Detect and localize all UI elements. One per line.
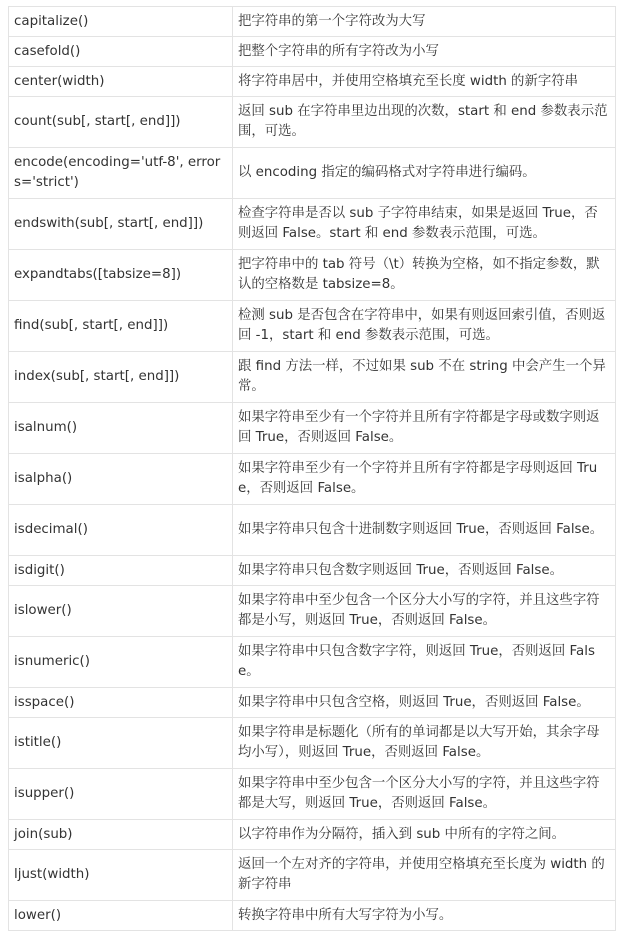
method-name-cell: capitalize()	[9, 7, 233, 37]
table-row	[9, 250, 616, 301]
method-name-cell: expandtabs([tabsize=8])	[9, 250, 233, 301]
method-description-cell: 以字符串作为分隔符，插入到 sub 中所有的字符之间。	[233, 820, 616, 850]
table-row	[9, 37, 616, 67]
method-name-cell: casefold()	[9, 37, 233, 67]
table-row	[9, 97, 616, 148]
table-row	[9, 403, 616, 454]
method-name-cell: isspace()	[9, 688, 233, 718]
method-description-cell: 检测 sub 是否包含在字符串中，如果有则返回索引值，否则返回 -1，start 和 end 参数表示范围，可选。	[233, 301, 616, 352]
method-description-cell: 检查字符串是否以 sub 子字符串结束，如果是返回 True，否则返回 False。start 和 end 参数表示范围，可选。	[233, 199, 616, 250]
method-name-cell: isnumeric()	[9, 637, 233, 688]
table-row	[9, 850, 616, 901]
method-description-cell: 返回一个左对齐的字符串，并使用空格填充至长度为 width 的新字符串	[233, 850, 616, 901]
table-row	[9, 352, 616, 403]
method-name-cell: lower()	[9, 901, 233, 931]
method-description-cell: 返回 sub 在字符串里边出现的次数，start 和 end 参数表示范围，可选。	[233, 97, 616, 148]
method-description-cell: 把整个字符串的所有字符改为小写	[233, 37, 616, 67]
method-name-cell: find(sub[, start[, end]])	[9, 301, 233, 352]
method-description-cell: 如果字符串中只包含空格，则返回 True，否则返回 False。	[233, 688, 616, 718]
method-name-cell: encode(encoding='utf-8', errors='strict')	[9, 148, 233, 199]
table-row	[9, 637, 616, 688]
table-row	[9, 301, 616, 352]
table-row	[9, 586, 616, 637]
method-description-cell: 如果字符串中至少包含一个区分大小写的字符，并且这些字符都是小写，则返回 True，否则返回 False。	[233, 586, 616, 637]
method-name-cell: center(width)	[9, 67, 233, 97]
table-row	[9, 454, 616, 505]
method-description-cell: 转换字符串中所有大写字符为小写。	[233, 901, 616, 931]
method-description-cell: 把字符串中的 tab 符号（\t）转换为空格，如不指定参数，默认的空格数是 tabsize=8。	[233, 250, 616, 301]
method-name-cell: index(sub[, start[, end]])	[9, 352, 233, 403]
method-name-cell: isalpha()	[9, 454, 233, 505]
method-name-cell: ljust(width)	[9, 850, 233, 901]
table-row	[9, 901, 616, 931]
table-row	[9, 556, 616, 586]
table-row	[9, 67, 616, 97]
method-name-cell: count(sub[, start[, end]])	[9, 97, 233, 148]
method-description-cell: 如果字符串是标题化（所有的单词都是以大写开始，其余字母均小写），则返回 True，否则返回 False。	[233, 718, 616, 769]
method-description-cell: 如果字符串只包含数字则返回 True，否则返回 False。	[233, 556, 616, 586]
method-description-cell: 如果字符串只包含十进制数字则返回 True，否则返回 False。	[233, 505, 616, 556]
method-description-cell: 以 encoding 指定的编码格式对字符串进行编码。	[233, 148, 616, 199]
method-name-cell: join(sub)	[9, 820, 233, 850]
method-description-cell: 如果字符串至少有一个字符并且所有字符都是字母则返回 True，否则返回 False。	[233, 454, 616, 505]
table-row	[9, 199, 616, 250]
table-row	[9, 7, 616, 37]
method-name-cell: islower()	[9, 586, 233, 637]
method-name-cell: isalnum()	[9, 403, 233, 454]
method-description-cell: 如果字符串中只包含数字字符，则返回 True，否则返回 False。	[233, 637, 616, 688]
method-description-cell: 如果字符串至少有一个字符并且所有字符都是字母或数字则返回 True，否则返回 False。	[233, 403, 616, 454]
method-name-cell: isdecimal()	[9, 505, 233, 556]
table-row	[9, 820, 616, 850]
method-description-cell: 将字符串居中，并使用空格填充至长度 width 的新字符串	[233, 67, 616, 97]
table-row	[9, 505, 616, 556]
table-row	[9, 718, 616, 769]
table-row	[9, 769, 616, 820]
method-name-cell: istitle()	[9, 718, 233, 769]
table-row	[9, 688, 616, 718]
method-description-cell: 跟 find 方法一样，不过如果 sub 不在 string 中会产生一个异常。	[233, 352, 616, 403]
method-name-cell: isupper()	[9, 769, 233, 820]
method-name-cell: isdigit()	[9, 556, 233, 586]
string-methods-table	[8, 6, 616, 931]
method-description-cell: 如果字符串中至少包含一个区分大小写的字符，并且这些字符都是大写，则返回 True，否则返回 False。	[233, 769, 616, 820]
method-description-cell: 把字符串的第一个字符改为大写	[233, 7, 616, 37]
method-name-cell: endswith(sub[, start[, end]])	[9, 199, 233, 250]
table-row	[9, 148, 616, 199]
